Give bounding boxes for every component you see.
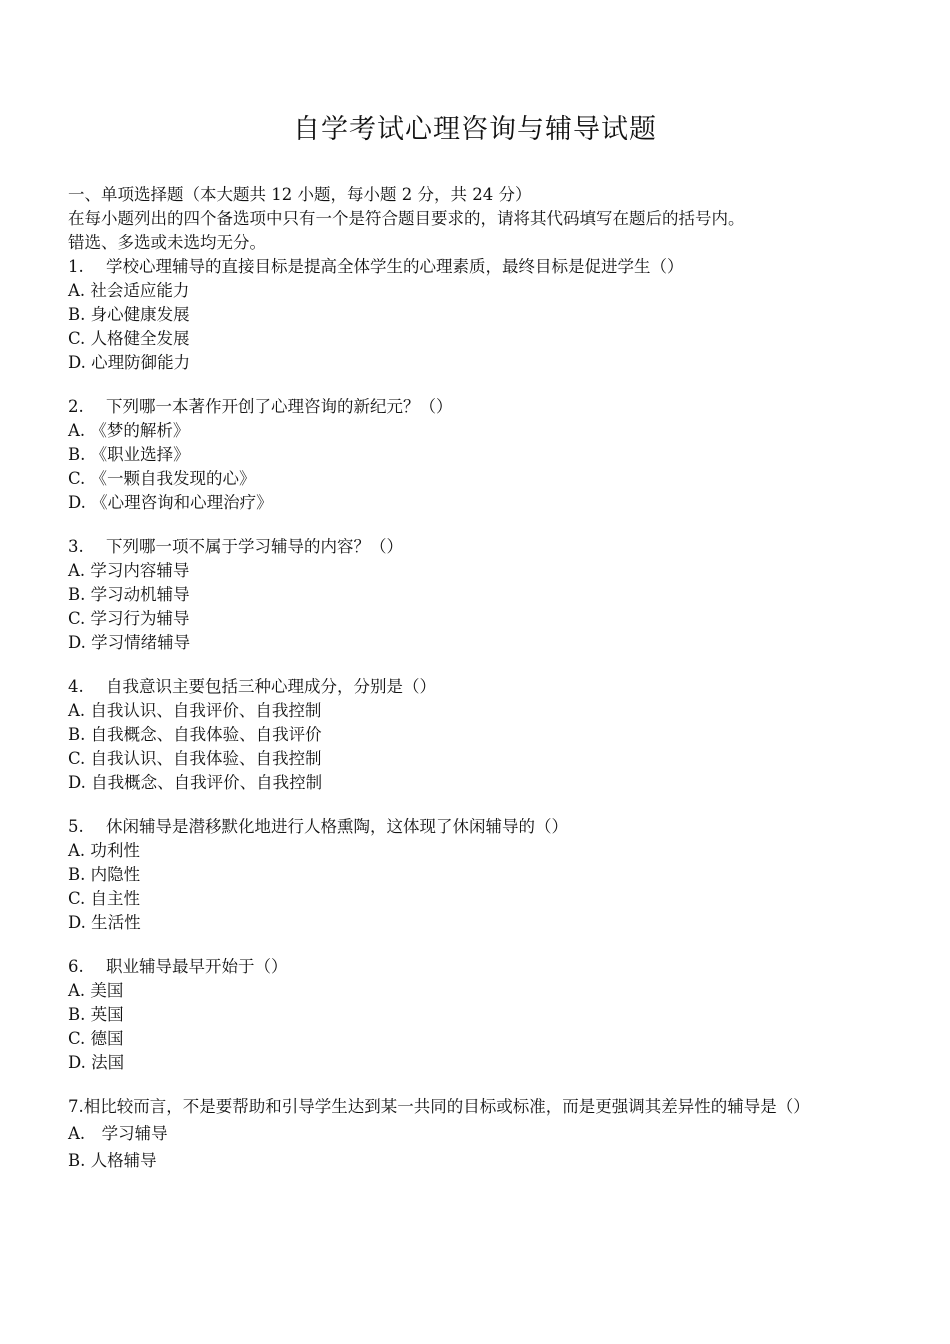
question-text: 相比较而言，不是要帮助和引导学生达到某一共同的目标或标准，而是更强调其差异性的辅导是（）	[83, 1097, 810, 1116]
question-number: 3.	[68, 537, 84, 556]
option-a: A. 美国	[68, 981, 124, 1000]
section-heading: 一、单项选择题（本大题共 12 小题，每小题 2 分，共 24 分）	[68, 185, 532, 204]
question-1	[68, 255, 888, 375]
option-c: C. 人格健全发展	[68, 329, 190, 348]
option-d: D. 生活性	[68, 913, 141, 932]
option-c: C. 德国	[68, 1029, 124, 1048]
question-text: 休闲辅导是潜移默化地进行人格熏陶，这体现了休闲辅导的（）	[106, 817, 568, 836]
question-stem	[68, 255, 888, 279]
instruction-line-2: 错选、多选或未选均无分。	[68, 233, 266, 252]
option-b: B. 《职业选择》	[68, 445, 190, 464]
question-text: 下列哪一本著作开创了心理咨询的新纪元？（）	[106, 397, 453, 416]
page-title: 自学考试心理咨询与辅导试题	[293, 114, 657, 145]
option-b: B. 英国	[68, 1005, 124, 1024]
question-stem	[68, 535, 888, 559]
question-stem	[68, 1095, 888, 1119]
option-c: C. 自主性	[68, 889, 141, 908]
question-number: 5.	[68, 817, 84, 836]
question-number: 2.	[68, 397, 84, 416]
option-b: B. 内隐性	[68, 865, 141, 884]
instruction-line-1: 在每小题列出的四个备选项中只有一个是符合题目要求的，请将其代码填写在题后的括号内。	[68, 209, 745, 228]
option-c: C. 《一颗自我发现的心》	[68, 469, 256, 488]
exam-content	[68, 183, 888, 1173]
option-d: D. 自我概念、自我评价、自我控制	[68, 773, 323, 792]
option-d: D. 心理防御能力	[68, 353, 191, 372]
option-b: B. 学习动机辅导	[68, 585, 190, 604]
option-a: A. 功利性	[68, 841, 140, 860]
question-stem	[68, 955, 888, 979]
question-text: 下列哪一项不属于学习辅导的内容？（）	[106, 537, 403, 556]
option-c: C. 学习行为辅导	[68, 609, 190, 628]
question-stem	[68, 815, 888, 839]
question-5	[68, 815, 888, 935]
option-a: A. 学习辅导	[68, 1124, 168, 1143]
option-b: B. 身心健康发展	[68, 305, 190, 324]
option-a: A. 自我认识、自我评价、自我控制	[68, 701, 322, 720]
question-number: 6.	[68, 957, 84, 976]
question-stem	[68, 675, 888, 699]
option-d: D. 法国	[68, 1053, 125, 1072]
option-b: B. 人格辅导	[68, 1151, 157, 1170]
question-4	[68, 675, 888, 795]
question-3	[68, 535, 888, 655]
question-6	[68, 955, 888, 1075]
question-stem	[68, 395, 888, 419]
question-text: 学校心理辅导的直接目标是提高全体学生的心理素质，最终目标是促进学生（）	[106, 257, 684, 276]
question-number: 7.	[68, 1097, 84, 1116]
question-number: 1.	[68, 257, 84, 276]
question-2	[68, 395, 888, 515]
option-b: B. 自我概念、自我体验、自我评价	[68, 725, 322, 744]
question-text: 自我意识主要包括三种心理成分，分别是（）	[106, 677, 436, 696]
question-text: 职业辅导最早开始于（）	[106, 957, 288, 976]
question-7	[68, 1095, 888, 1173]
question-number: 4.	[68, 677, 84, 696]
option-c: C. 自我认识、自我体验、自我控制	[68, 749, 322, 768]
option-a: A. 社会适应能力	[68, 281, 190, 300]
option-d: D. 《心理咨询和心理治疗》	[68, 493, 273, 512]
option-a: A. 《梦的解析》	[68, 421, 190, 440]
option-a: A. 学习内容辅导	[68, 561, 190, 580]
option-d: D. 学习情绪辅导	[68, 633, 191, 652]
